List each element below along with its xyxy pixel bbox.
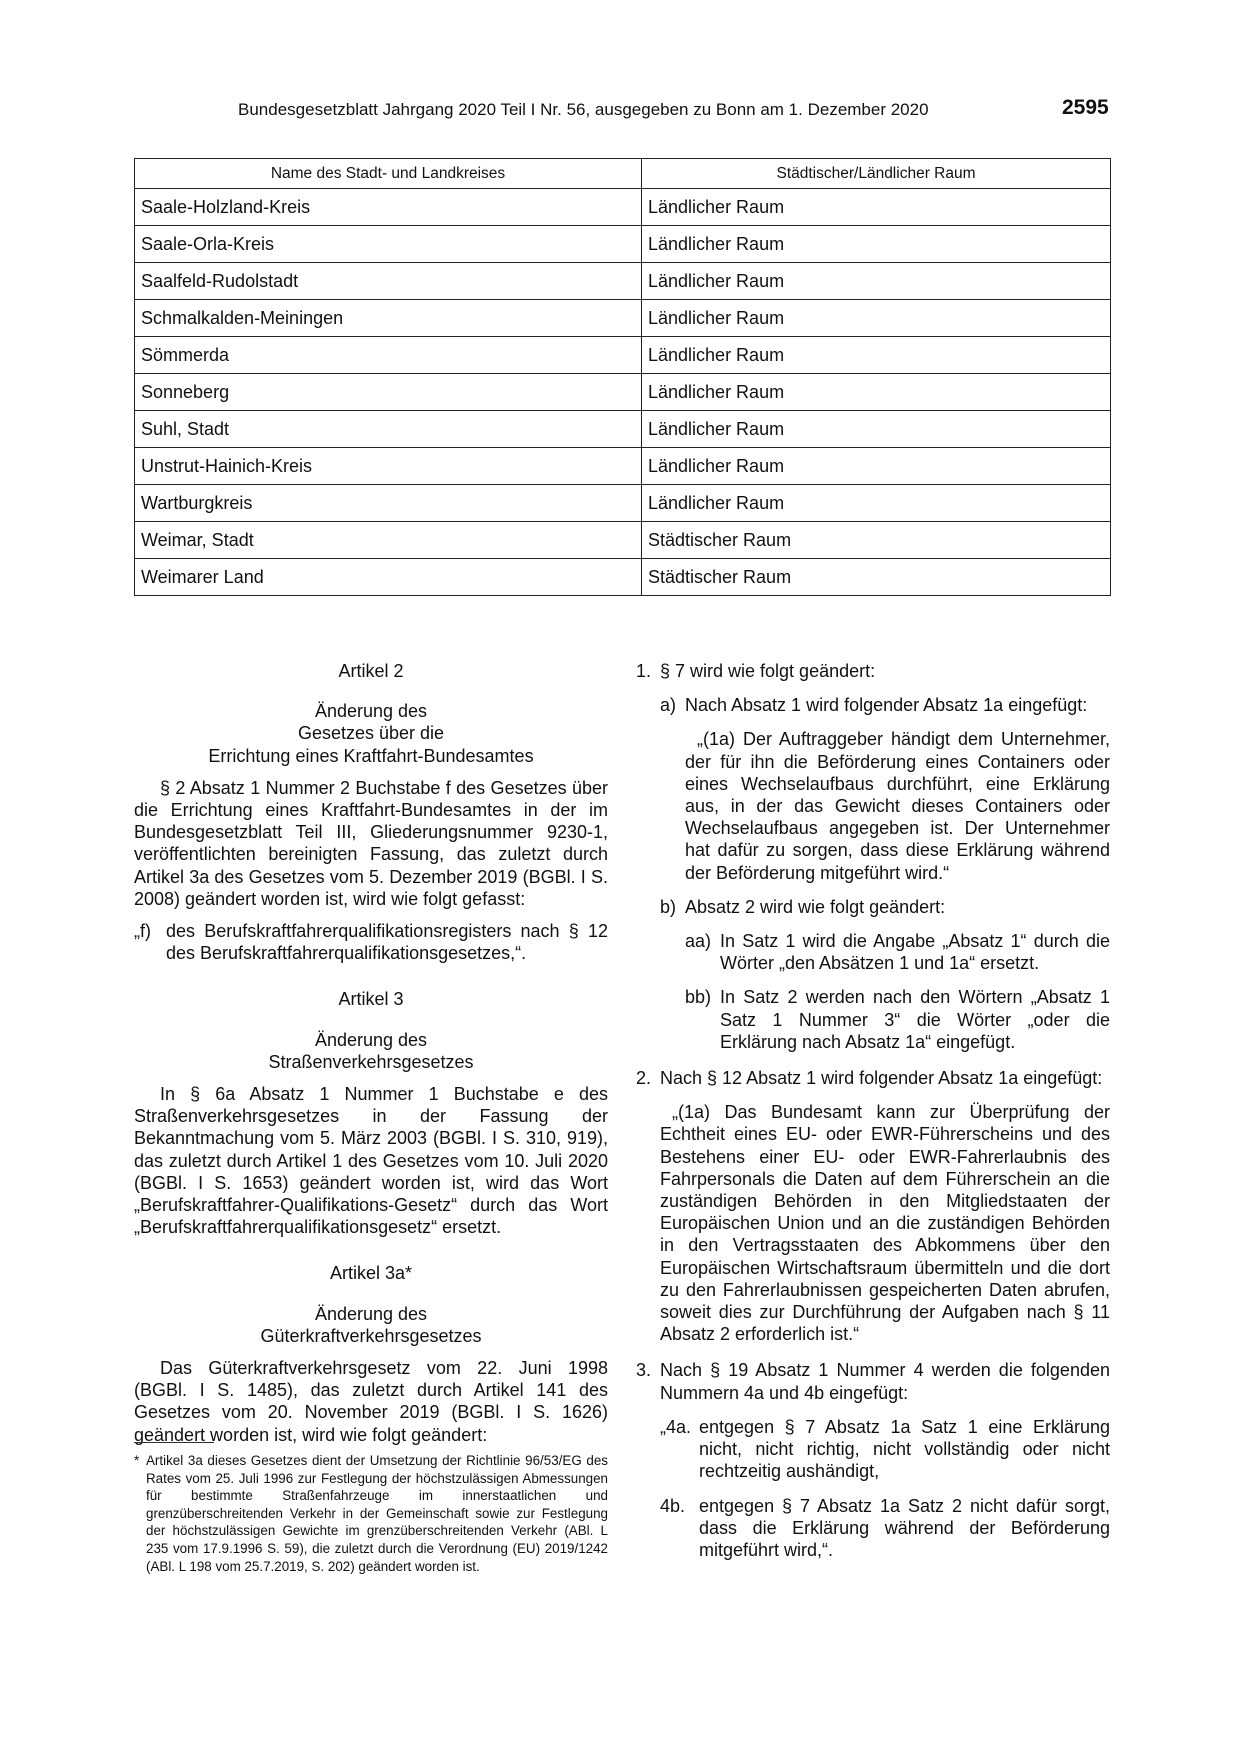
table-row (135, 559, 1111, 596)
amendment-item-1 (636, 660, 1110, 682)
article-3-subtitle (134, 1029, 608, 1073)
article-3-body: In § 6a Absatz 1 Nummer 1 Buchstabe e des Straßenverkehrsgesetzes in der Fassung der Bekanntmachung vom 5. März 2003 (BGBl. I S. 310, 919), das zuletzt durch Artikel 1 des Gesetzes vom 10. Juli 2020 (BGBl. I S. 1653) geändert worden ist, wird das Wort „Berufskraftfahrer-Qualifikations-Gesetz“ durch das Wort „Berufskraftfahrerqualifikationsgesetz“ ersetzt. (134, 1084, 608, 1238)
item-number: 1. (636, 661, 652, 681)
area-type: Ländlicher Raum (642, 485, 1111, 522)
article-3a-title: Artikel 3a* (329, 1263, 413, 1284)
sub-item-bb (636, 986, 1110, 1053)
table-row (135, 374, 1111, 411)
table-row (135, 263, 1111, 300)
article-2-title: Artikel 2 (338, 661, 404, 681)
table-row (135, 226, 1111, 263)
article-3-title: Artikel 3 (338, 989, 404, 1010)
item-text: § 7 wird wie folgt geändert: (660, 661, 876, 681)
table-row (135, 448, 1111, 485)
article-3a-subtitle (134, 1303, 608, 1347)
running-head: Bundesgesetzblatt Jahrgang 2020 Teil I Nr. 56, ausgegeben zu Bonn am 1. Dezember 2020 (238, 100, 929, 119)
article-3a-subtitle-line: Güterkraftverkehrsgesetzes (260, 1325, 482, 1346)
sub-item-text: Absatz 2 wird wie folgt geändert: (685, 896, 946, 917)
left-column (134, 660, 608, 1446)
district-name: Weimar, Stadt (135, 522, 642, 559)
area-type: Ländlicher Raum (642, 263, 1111, 300)
footnote-text: Artikel 3a dieses Gesetzes dient der Umsetzung der Richtlinie 96/53/EG des Rates vom 25. Juli 1996 zur Festlegung der höchstzulässigen Abmessungen für bestimmte Straßenfahrzeuge im innerstaatlichen und grenzüberschreitenden Verkehr in der Gemeinschaft sowie zur Festlegung der höchstzulässigen Gewichte im grenzüberschreitenden Verkehr (ABl. L 235 vom 17.9.1996 S. 59), die zuletzt durch die Verordnung (EU) 2019/1242 (ABl. L 198 vom 25.7.2019, S. 202) geändert worden ist. (146, 1453, 608, 1574)
sub-item-label: aa) (685, 931, 712, 952)
area-type: Städtischer Raum (642, 559, 1111, 596)
article-3-subtitle-line: Änderung des (314, 1029, 428, 1050)
sub-item-a (636, 694, 1110, 716)
number-label: 4b. (660, 1495, 686, 1516)
table-header-row (135, 159, 1111, 189)
footnote-mark: * (134, 1453, 140, 1468)
area-type: Städtischer Raum (642, 522, 1111, 559)
right-column (636, 660, 1110, 1561)
table-row (135, 485, 1111, 522)
article-2-subtitle-line: Änderung des (314, 701, 428, 722)
item-text: des Berufskraftfahrerqualifikationsregisters nach § 12 des Berufskraftfahrerqualifikationsgesetzes,“. (166, 921, 608, 964)
quoted-paragraph-1a-bundesamt: „(1a) Das Bundesamt kann zur Überprüfung der Echtheit eines EU- oder EWR-Führerscheins und des Bestehens einer EU- oder EWR-Fahrerlaubnis des Fahrpersonals die Daten auf dem Führerschein an die zuständigen Behörden in den Mitgliedstaaten der Europäischen Union und an die zuständigen Behörden in den Vertragsstaaten des Abkommens über den Europäischen Wirtschaftsraum übermitteln und die dort zu den Fahrerlaubnissen gespeicherten Daten abrufen, soweit dies zur Durchführung der Aufgaben nach § 11 Absatz 2 erforderlich ist.“ (660, 1102, 1110, 1345)
sub-item-label: bb) (685, 987, 712, 1008)
area-type: Ländlicher Raum (642, 411, 1111, 448)
sub-item-label: b) (660, 896, 677, 917)
table-row (135, 189, 1111, 226)
number-label: „4a. (660, 1416, 692, 1437)
district-name: Sonneberg (135, 374, 642, 411)
item-text: Nach § 12 Absatz 1 wird folgender Absatz 1a eingefügt: (660, 1068, 1103, 1089)
area-type: Ländlicher Raum (642, 189, 1111, 226)
article-3a-subtitle-line: Änderung des (314, 1303, 428, 1324)
sub-item-text: Nach Absatz 1 wird folgender Absatz 1a eingefügt: (685, 695, 1088, 716)
district-name: Weimarer Land (135, 559, 642, 596)
area-type: Ländlicher Raum (642, 337, 1111, 374)
table-row (135, 300, 1111, 337)
item-number: 2. (636, 1068, 652, 1089)
column-header: Name des Stadt- und Landkreises (135, 159, 642, 189)
column-header: Städtischer/Ländlicher Raum (642, 159, 1111, 189)
district-name: Unstrut-Hainich-Kreis (135, 448, 642, 485)
article-3-subtitle-line: Straßenverkehrsgesetzes (268, 1051, 474, 1072)
area-type: Ländlicher Raum (642, 374, 1111, 411)
district-name: Sömmerda (135, 337, 642, 374)
amendment-item-2 (636, 1067, 1110, 1089)
sub-item-label: a) (660, 695, 677, 716)
article-3a-body: Das Güterkraftverkehrsgesetz vom 22. Juni 1998 (BGBl. I S. 1485), das zuletzt durch Artikel 141 des Gesetzes vom 20. November 2019 (BGBl. I S. 1626) geändert worden ist, wird wie folgt geändert: (134, 1358, 608, 1445)
footnote-divider (134, 1442, 214, 1443)
page-number: 2595 (1062, 96, 1109, 119)
district-name: Suhl, Stadt (135, 411, 642, 448)
number-text: entgegen § 7 Absatz 1a Satz 2 nicht dafür sorgt, dass die Erklärung während der Beförderung mitgeführt wird,“. (699, 1495, 1110, 1560)
article-2-subtitle-line: Errichtung eines Kraftfahrt-Bundesamtes (208, 745, 534, 766)
footnote (134, 1452, 608, 1575)
article-2-body: § 2 Absatz 1 Nummer 2 Buchstabe f des Gesetzes über die Errichtung eines Kraftfahrt-Bundesamtes in der im Bundesgesetzblatt Teil III, Gliederungsnummer 9230-1, veröffentlichten bereinigten Fassung, das zuletzt durch Artikel 3a des Gesetzes vom 5. Dezember 2019 (BGBl. I S. 2008) geändert worden ist, wird wie folgt gefasst: (134, 777, 608, 909)
sub-item-text: In Satz 2 werden nach den Wörtern „Absatz 1 Satz 1 Nummer 3“ die Wörter „oder die Erklärung nach Absatz 1a“ eingefügt. (720, 987, 1110, 1052)
item-text: Nach § 19 Absatz 1 Nummer 4 werden die folgenden Nummern 4a und 4b eingefügt: (660, 1360, 1110, 1403)
item-number: 3. (636, 1360, 652, 1381)
table-row (135, 411, 1111, 448)
district-table (134, 158, 1111, 596)
area-type: Ländlicher Raum (642, 300, 1111, 337)
amendment-item-3 (636, 1359, 1110, 1403)
district-name: Wartburgkreis (135, 485, 642, 522)
sub-item-text: In Satz 1 wird die Angabe „Absatz 1“ durch die Wörter „den Absätzen 1 und 1a“ ersetzt. (720, 931, 1110, 974)
article-2-subtitle (134, 700, 608, 767)
article-2-subtitle-line: Gesetzes über die (297, 723, 445, 744)
item-label: „f) (134, 921, 151, 942)
quoted-paragraph-1a: „(1a) Der Auftraggeber händigt dem Unternehmer, der für ihn die Beförderung eines Containers oder eines Wechselaufbaus durchführt, eine Erklärung aus, in der das Gewicht dieses Containers oder Wechselaufbaus angegeben ist. Der Unternehmer hat dafür zu sorgen, dass diese Erklärung während der Beförderung mitgeführt wird.“ (685, 729, 1110, 883)
table-row (135, 337, 1111, 374)
district-name: Saale-Holzland-Kreis (135, 189, 642, 226)
area-type: Ländlicher Raum (642, 226, 1111, 263)
number-4a (636, 1416, 1110, 1483)
district-name: Schmalkalden-Meiningen (135, 300, 642, 337)
table-row (135, 522, 1111, 559)
district-name: Saale-Orla-Kreis (135, 226, 642, 263)
number-4b (636, 1495, 1110, 1562)
number-text: entgegen § 7 Absatz 1a Satz 1 eine Erklärung nicht, nicht richtig, nicht vollständig oder nicht rechtzeitig aushändigt, (699, 1416, 1110, 1482)
sub-item-b (636, 896, 1110, 918)
area-type: Ländlicher Raum (642, 448, 1111, 485)
sub-item-aa (636, 930, 1110, 974)
article-2-item-f (134, 920, 608, 964)
district-name: Saalfeld-Rudolstadt (135, 263, 642, 300)
